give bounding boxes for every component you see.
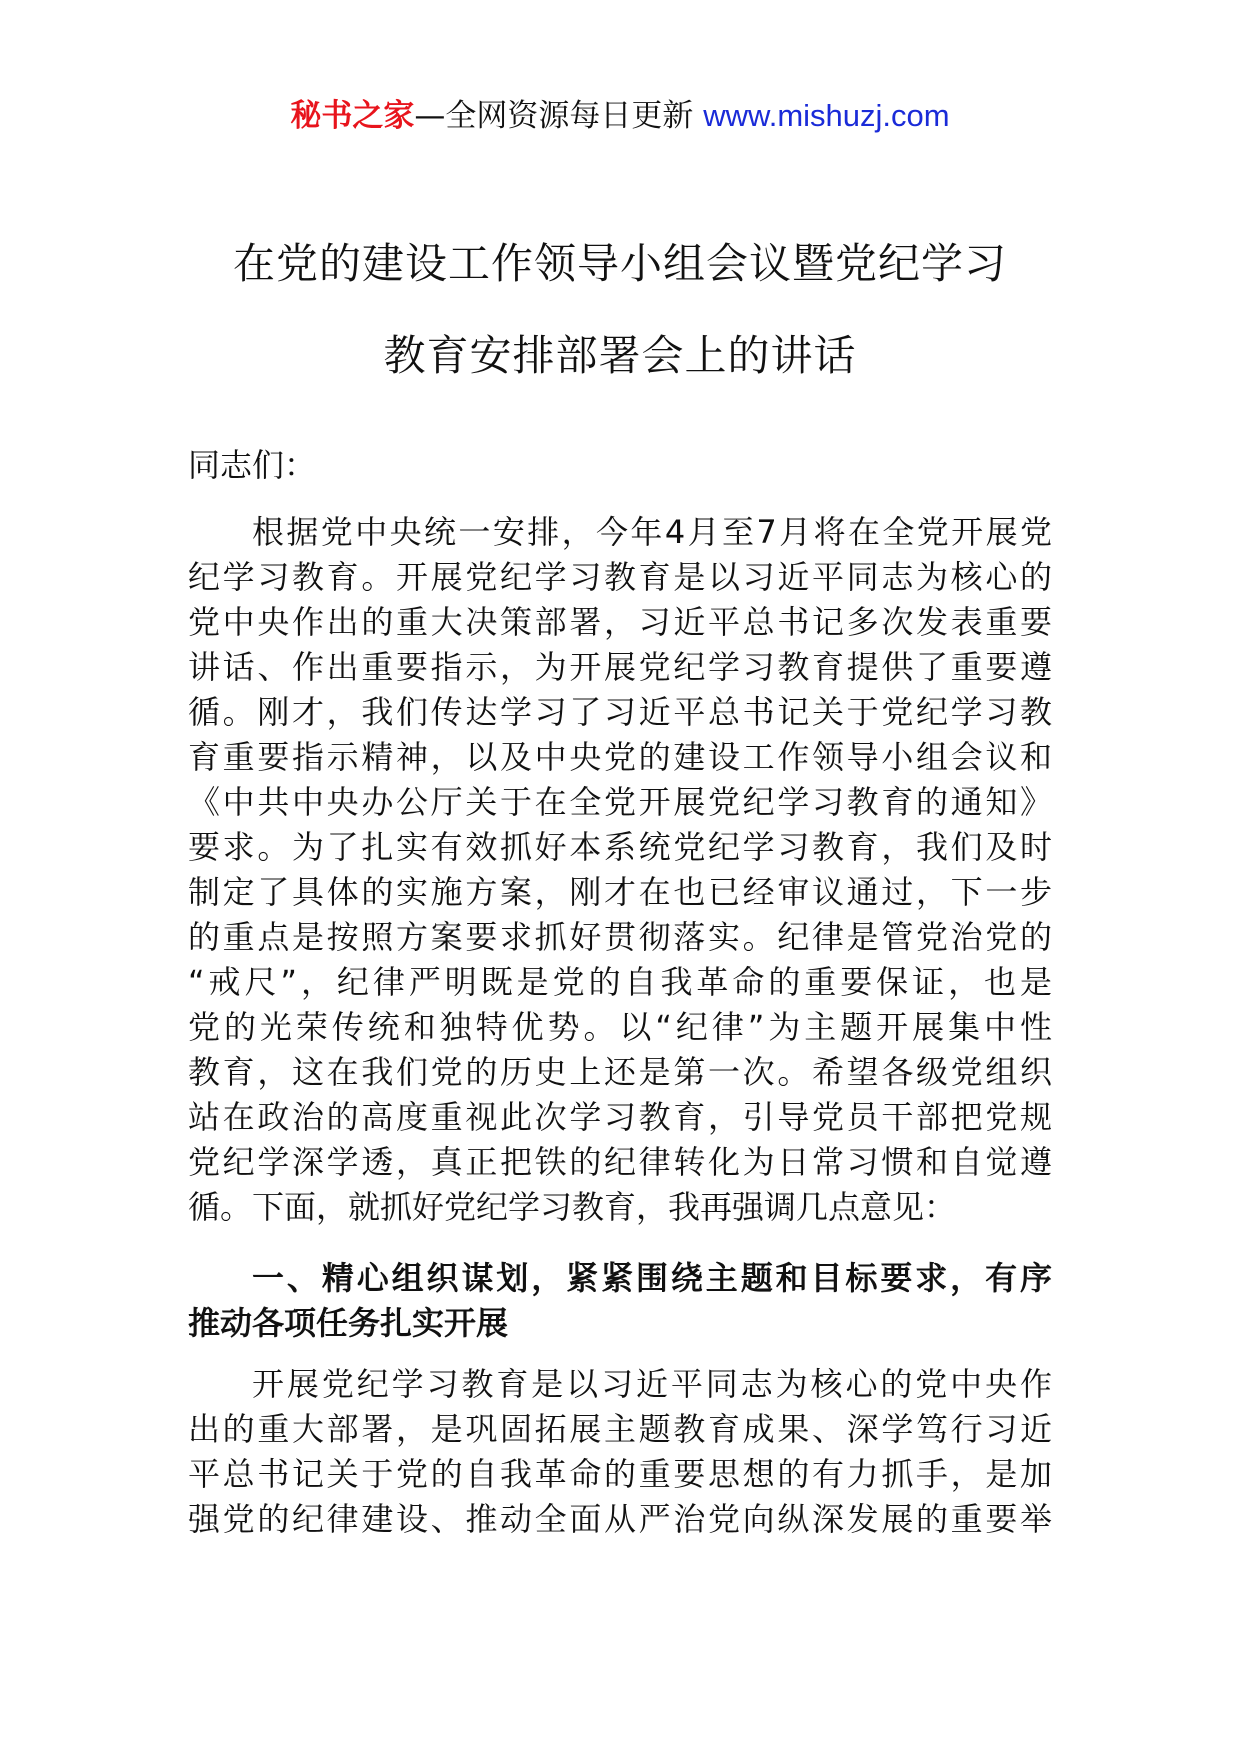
paragraph-line: 根据党中央统一安排，今年4月至7月将在全党开展党 xyxy=(252,513,1052,551)
salutation: 同志们： xyxy=(188,446,317,484)
header-tagline: —全网资源每日更新 xyxy=(414,98,694,134)
paragraph-line: 要求。为了扎实有效抓好本系统党纪学习教育，我们及时 xyxy=(188,828,1052,866)
document-title-line-2: 教育安排部署会上的讲话 xyxy=(383,331,857,380)
paragraph-line: “戒尺”，纪律严明既是党的自我革命的重要保证，也是 xyxy=(188,963,1052,1001)
paragraph-line: 循。刚才，我们传达学习了习近平总书记关于党纪学习教 xyxy=(188,693,1052,731)
paragraph-line: 的重点是按照方案要求抓好贯彻落实。纪律是管党治党的 xyxy=(188,918,1052,956)
watermark-header xyxy=(0,96,1240,136)
paragraph-1 xyxy=(188,510,1052,1230)
paragraph-line: 纪学习教育。开展党纪学习教育是以习近平同志为核心的 xyxy=(188,558,1052,596)
header-url-link[interactable]: www.mishuzj.com xyxy=(703,98,950,133)
paragraph-line: 站在政治的高度重视此次学习教育，引导党员干部把党规 xyxy=(188,1098,1052,1136)
section-heading-1 xyxy=(188,1256,1052,1346)
paragraph-2 xyxy=(188,1362,1052,1542)
paragraph-line: 开展党纪学习教育是以习近平同志为核心的党中央作 xyxy=(252,1365,1052,1403)
paragraph-line: 制定了具体的实施方案，刚才在也已经审议通过，下一步 xyxy=(188,873,1052,911)
document-title-line-1: 在党的建设工作领导小组会议暨党纪学习 xyxy=(232,239,1007,288)
paragraph-line: 循。下面，就抓好党纪学习教育，我再强调几点意见： xyxy=(188,1188,957,1226)
paragraph-line: 党的光荣传统和独特优势。以“纪律”为主题开展集中性 xyxy=(188,1008,1052,1046)
paragraph-line: 强党的纪律建设、推动全面从严治党向纵深发展的重要举 xyxy=(188,1500,1052,1538)
paragraph-line: 党中央作出的重大决策部署，习近平总书记多次发表重要 xyxy=(188,603,1052,641)
paragraph-line: 教育，这在我们党的历史上还是第一次。希望各级党组织 xyxy=(188,1053,1052,1091)
paragraph-line: 党纪学深学透，真正把铁的纪律转化为日常习惯和自觉遵 xyxy=(188,1143,1052,1181)
brand-name: 秘书之家 xyxy=(290,98,415,134)
heading-line: 一、精心组织谋划，紧紧围绕主题和目标要求，有序 xyxy=(252,1259,1052,1297)
paragraph-line: 育重要指示精神，以及中央党的建设工作领导小组会议和 xyxy=(188,738,1052,776)
paragraph-line: 《中共中央办公厅关于在全党开展党纪学习教育的通知》 xyxy=(188,783,1052,821)
paragraph-line: 讲话、作出重要指示，为开展党纪学习教育提供了重要遵 xyxy=(188,648,1052,686)
heading-line: 推动各项任务扎实开展 xyxy=(188,1304,509,1342)
paragraph-line: 平总书记关于党的自我革命的重要思想的有力抓手，是加 xyxy=(188,1455,1052,1493)
paragraph-line: 出的重大部署，是巩固拓展主题教育成果、深学笃行习近 xyxy=(188,1410,1052,1448)
